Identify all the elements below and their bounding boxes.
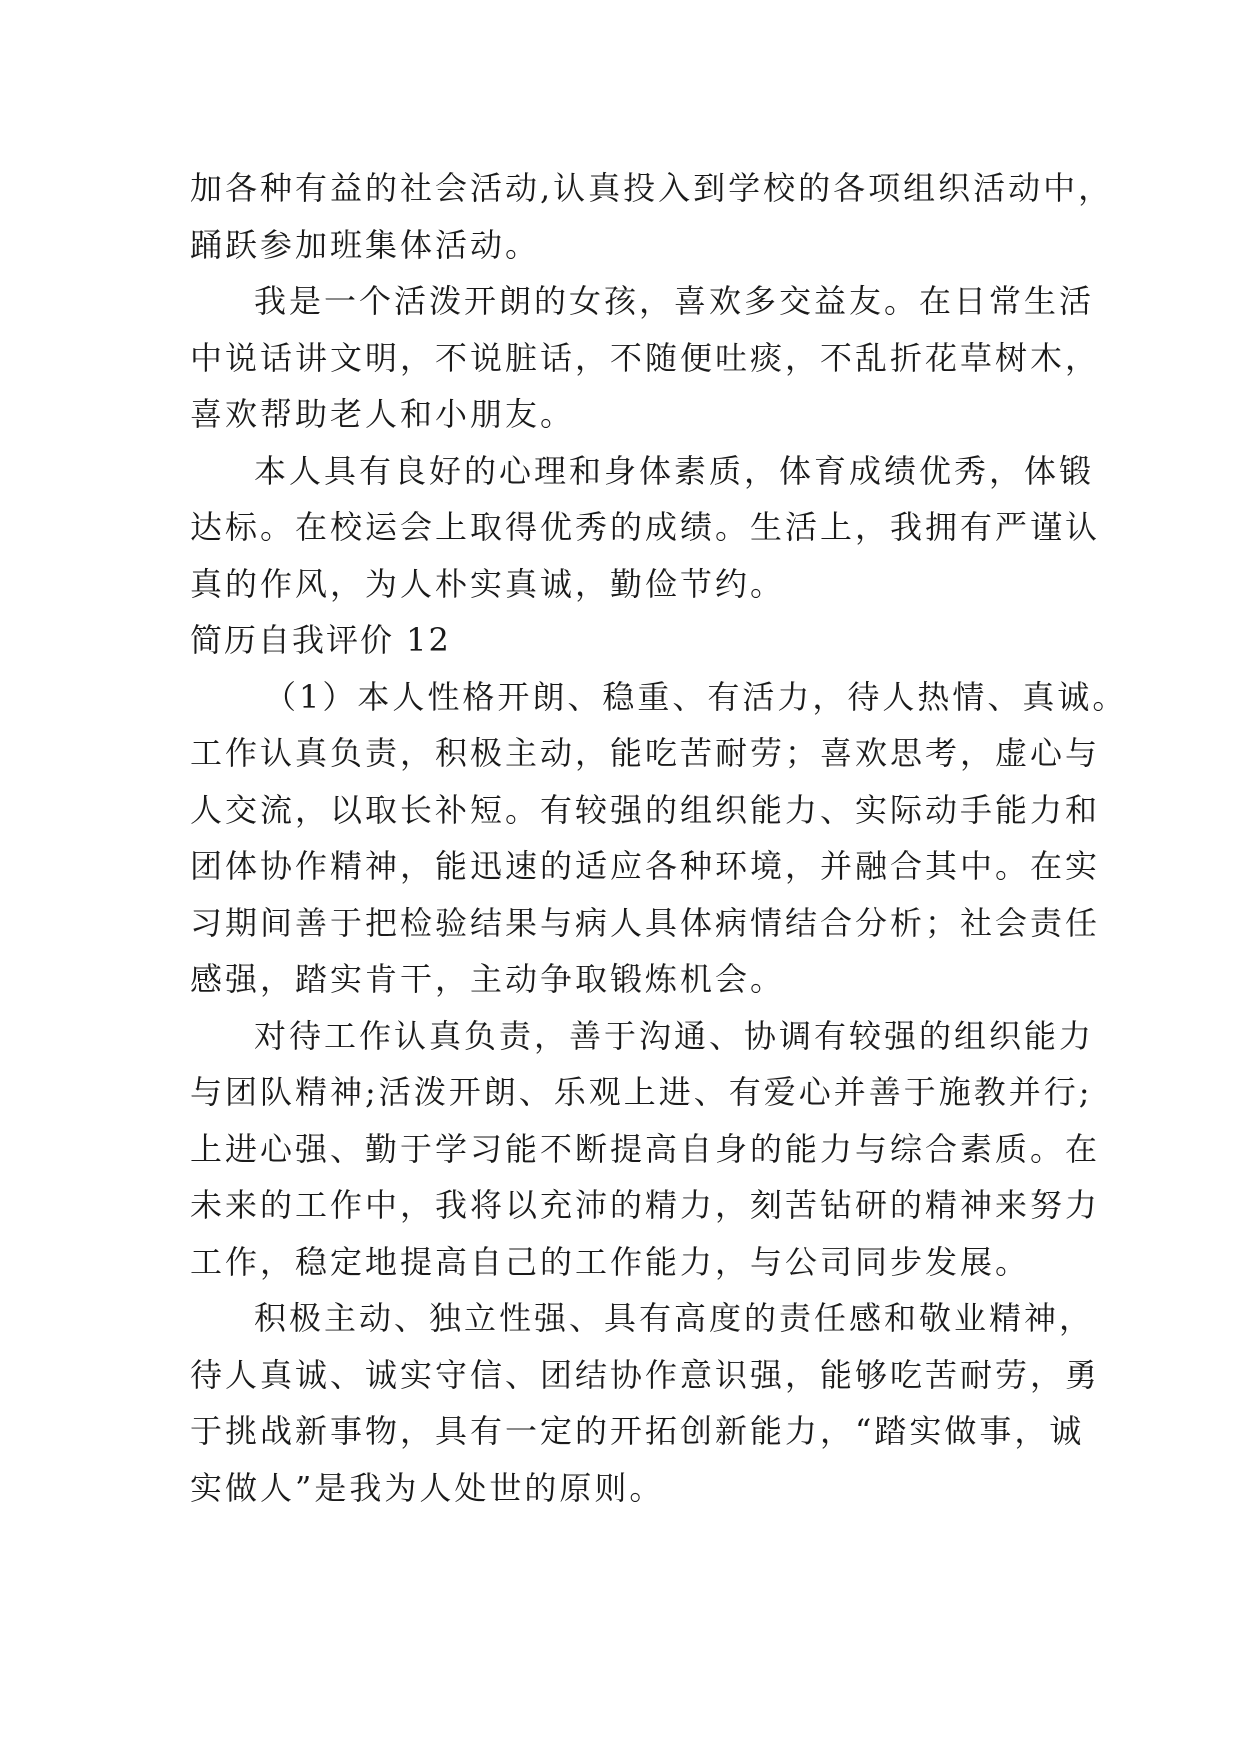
text-line: 与团队精神;活泼开朗、乐观上进、有爱心并善于施教并行; <box>190 1073 1093 1111</box>
document-body <box>190 160 1128 1516</box>
text-line: 于挑战新事物，具有一定的开拓创新能力，“踏实做事，诚 <box>190 1412 1085 1450</box>
paragraph-start-line: 积极主动、独立性强、具有高度的责任感和敬业精神， <box>254 1299 1095 1337</box>
paragraph-start-line: 本人具有良好的心理和身体素质，体育成绩优秀，体锻 <box>254 451 1095 490</box>
paragraph-start-line: 对待工作认真负责，善于沟通、协调有较强的组织能力 <box>254 1016 1095 1055</box>
text-line: 真的作风，为人朴实真诚，勤俭节约。 <box>190 564 786 603</box>
text-line: 上进心强、勤于学习能不断提高自身的能力与综合素质。在 <box>190 1129 1101 1168</box>
text-line: 达标。在校运会上取得优秀的成绩。生活上，我拥有严谨认 <box>190 508 1101 546</box>
text-line: 实做人”是我为人处世的原则。 <box>190 1468 665 1507</box>
section-heading: 简历自我评价 12 <box>190 621 451 659</box>
text-line: 喜欢帮助老人和小朋友。 <box>190 395 576 433</box>
text-line: 习期间善于把检验结果与病人具体病情结合分析；社会责任 <box>190 903 1101 942</box>
paragraph-start-line: 我是一个活泼开朗的女孩，喜欢多交益友。在日常生活 <box>254 282 1095 320</box>
text-line: 工作，稳定地提高自己的工作能力，与公司同步发展。 <box>190 1242 1031 1281</box>
text-line: 工作认真负责，积极主动，能吃苦耐劳；喜欢思考，虚心与 <box>190 734 1101 772</box>
text-line: 加各种有益的社会活动,认真投入到学校的各项组织活动中， <box>190 169 1114 207</box>
text-line: 团体协作精神，能迅速的适应各种环境，并融合其中。在实 <box>190 847 1101 885</box>
text-line: 感强，踏实肯干，主动争取锻炼机会。 <box>190 960 786 998</box>
text-line: 踊跃参加班集体活动。 <box>190 225 541 264</box>
text-line: 中说话讲文明，不说脏话，不随便吐痰，不乱折花草树木， <box>190 338 1101 377</box>
paragraph-start-line: （1）本人性格开朗、稳重、有活力，待人热情、真诚。 <box>264 677 1128 716</box>
text-line: 未来的工作中，我将以充沛的精力，刻苦钻研的精神来努力 <box>190 1186 1101 1224</box>
text-line: 待人真诚、诚实守信、团结协作意识强，能够吃苦耐劳，勇 <box>190 1355 1101 1394</box>
text-line: 人交流，以取长补短。有较强的组织能力、实际动手能力和 <box>190 790 1101 829</box>
